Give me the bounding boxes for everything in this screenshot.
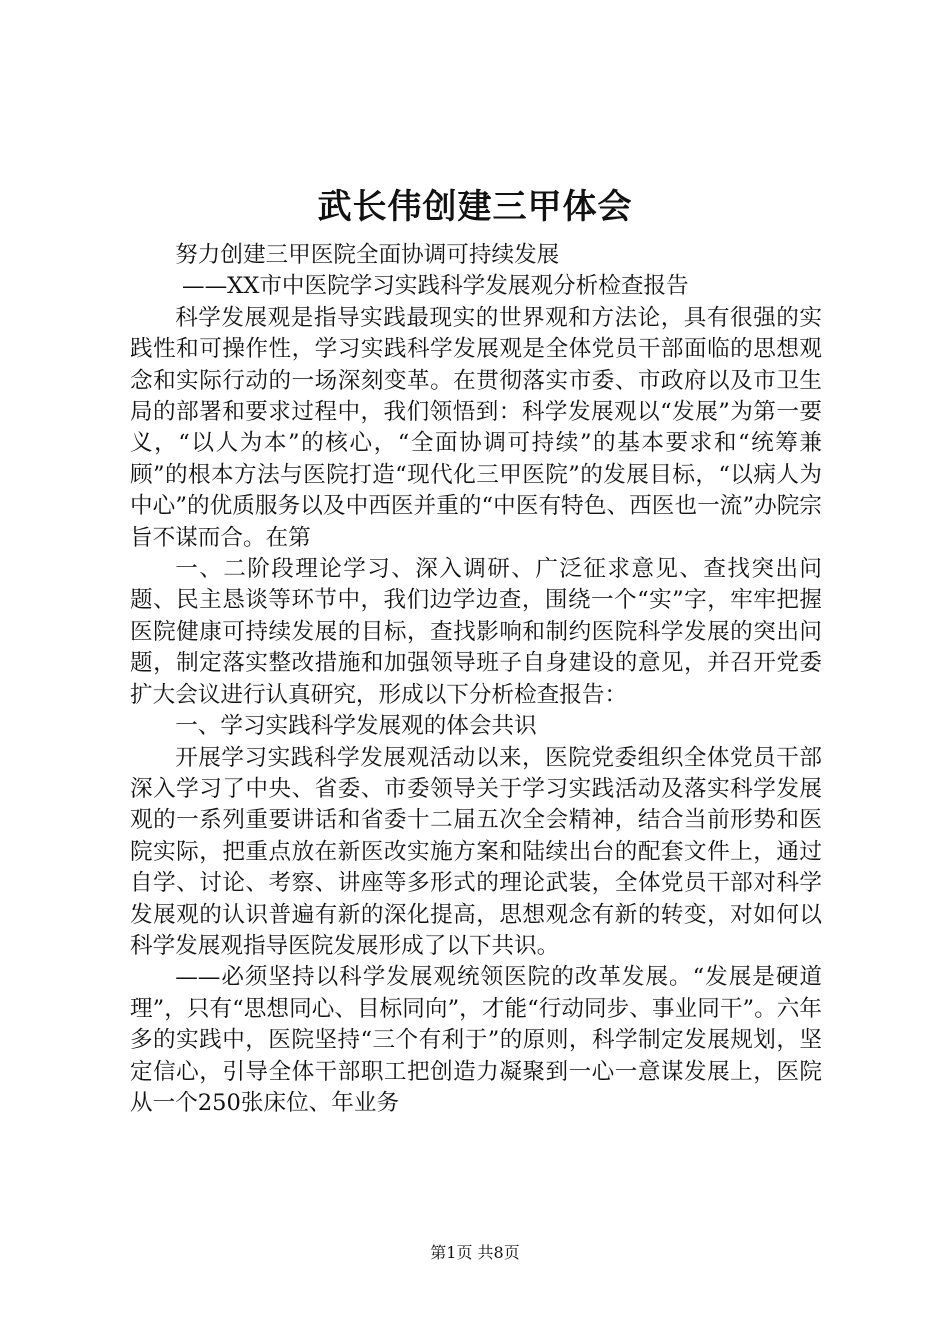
- body-paragraph: ——必须坚持以科学发展观统领医院的改革发展。“发展是硬道理”，只有“思想同心、目标同向”，才能“行动同步、事业同干”。六年多的实践中，医院坚持“三个有利于”的原则，科学制定发展规划，坚定信心，引导全体干部职工把创造力凝聚到一心一意谋发展上，医院从一个250张床位、年业务: [130, 964, 822, 1116]
- body-paragraph: 一、二阶段理论学习、深入调研、广泛征求意见、查找突出问题、民主恳谈等环节中，我们边学边查，围绕一个“实”字，牢牢把握医院健康可持续发展的目标，查找影响和制约医院科学发展的突出问题，制定落实整改措施和加强领导班子自身建设的意见，并召开党委扩大会议进行认真研究，形成以下分析检查报告：: [130, 556, 822, 708]
- page-number: 第1页 共8页: [430, 1243, 520, 1262]
- subtitle-line: 努力创建三甲医院全面协调可持续发展: [175, 242, 560, 268]
- body-paragraph: 科学发展观是指导实践最现实的世界观和方法论，具有很强的实践性和可操作性，学习实践科学发展观是全体党员干部面临的思想观念和实际行动的一场深刻变革。在贯彻落实市委、市政府以及市卫生局的部署和要求过程中，我们领悟到：科学发展观以“发展”为第一要义，“以人为本”的核心，“全面协调可持续”的基本要求和“统筹兼顾”的根本方法与医院打造“现代化三甲医院”的发展目标，“以病人为中心”的优质服务以及中西医并重的“中医有特色、西医也一流”办院宗旨不谋而合。在第: [130, 304, 822, 551]
- document-body: [130, 240, 822, 1119]
- section-heading: 一、学习实践科学发展观的体会共识: [175, 713, 537, 740]
- body-paragraph: 开展学习实践科学发展观活动以来，医院党委组织全体党员干部深入学习了中央、省委、市委领导关于学习实践活动及落实科学发展观的一系列重要讲话和省委十二届五次全会精神，结合当前形势和医院实际，把重点放在新医改实施方案和陆续出台的配套文件上，通过自学、讨论、考察、讲座等多形式的理论武装，全体党员干部对科学发展观的认识普遍有新的深化提高，思想观念有新的转变，对如何以科学发展观指导医院发展形成了以下共识。: [130, 744, 822, 959]
- document-title: 武长伟创建三甲体会: [317, 187, 633, 227]
- report-subtitle-line: ——XX市中医院学习实践科学发展观分析检查报告: [181, 273, 689, 300]
